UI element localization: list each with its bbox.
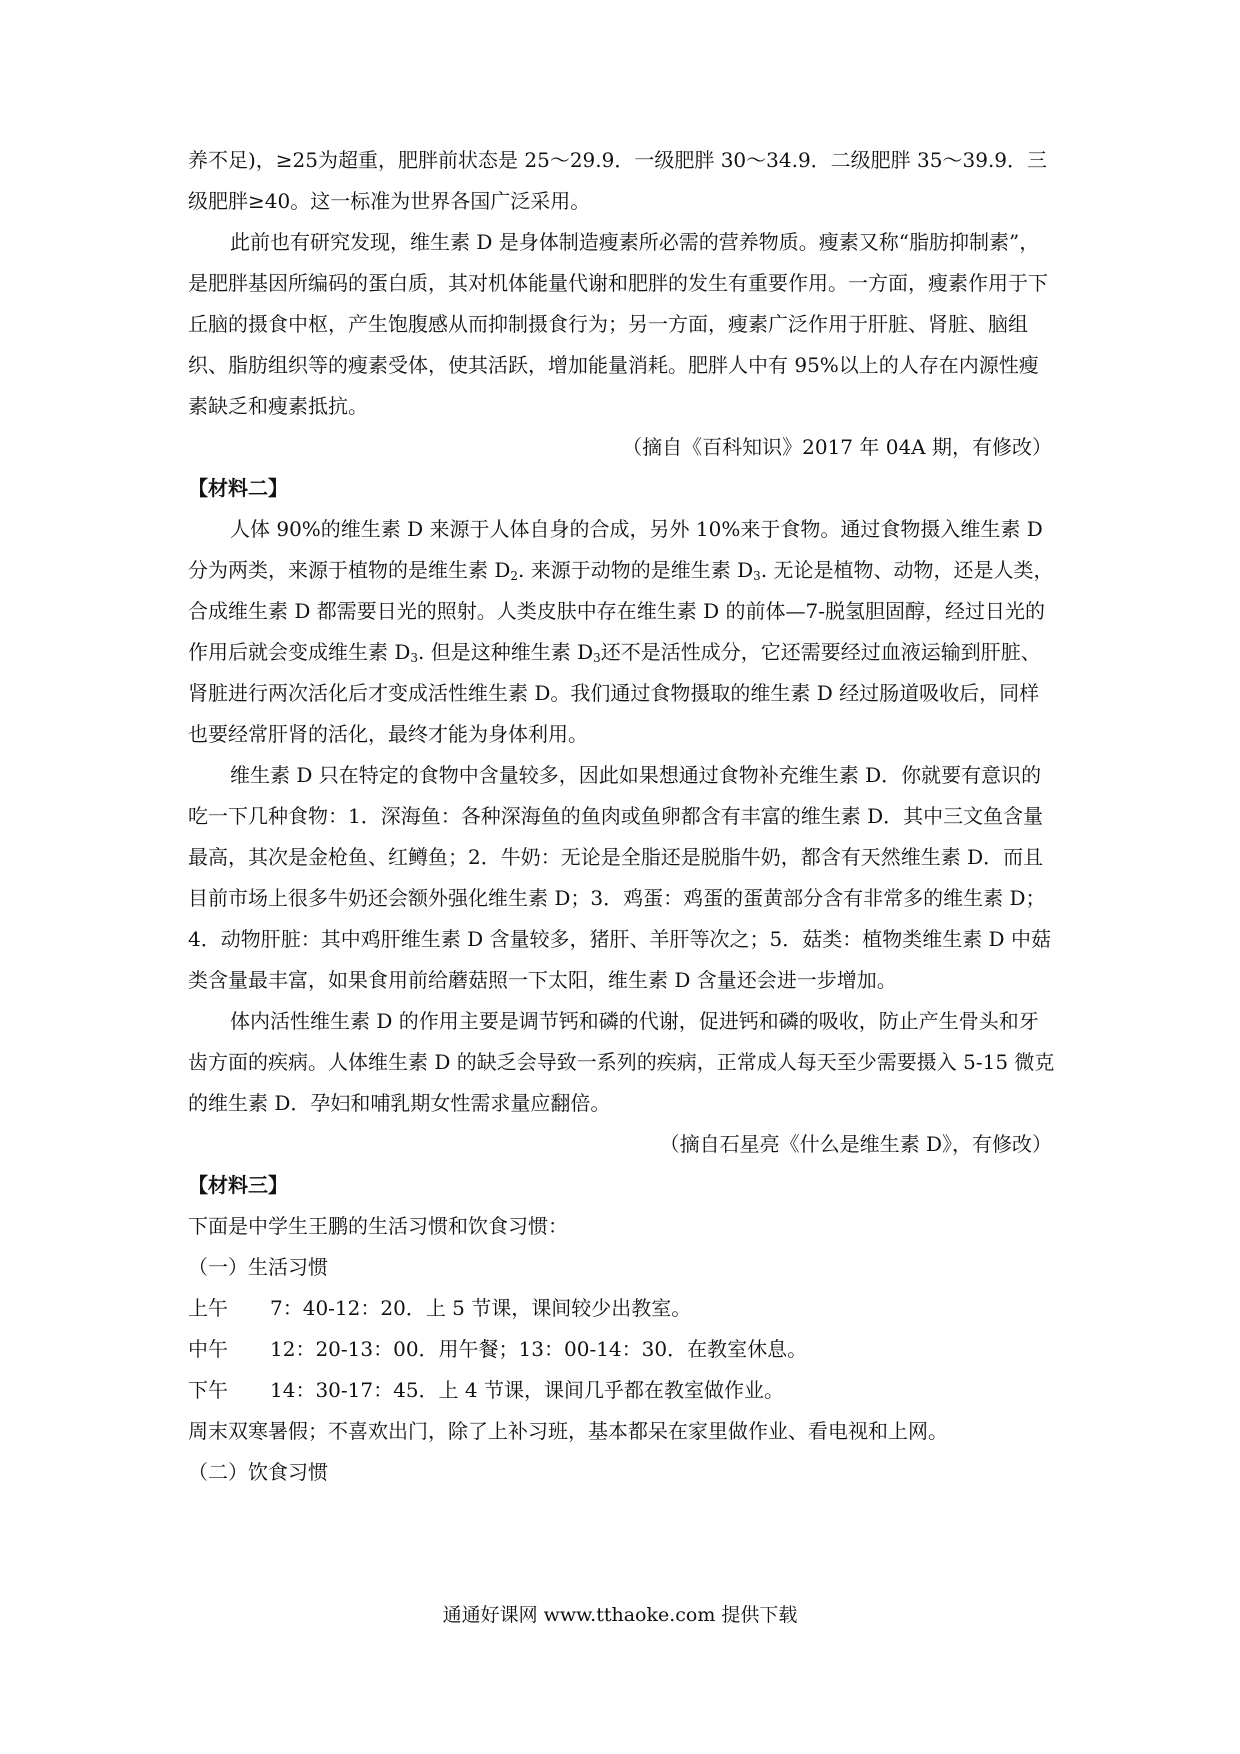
schedule-period: 上午 — [188, 1296, 228, 1320]
schedule-period: 下午 — [188, 1378, 228, 1402]
material3-section-1-title: （一）生活习惯 — [188, 1255, 328, 1279]
weekend-habits: 周末双寒暑假；不喜欢出门，除了上补习班，基本都呆在家里做作业、看电视和上网。 — [188, 1419, 948, 1443]
document-body — [188, 140, 1058, 1493]
material3-heading: 【材料三】 — [188, 1173, 288, 1197]
material2-source: （摘自石星亮《什么是维生素 D》，有修改） — [659, 1132, 1052, 1156]
schedule-period: 中午 — [188, 1337, 228, 1361]
material2-paragraph-2: 维生素 D 只在特定的食物中含量较多，因此如果想通过食物补充维生素 D．你就要有意识的吃一下几种食物：1．深海鱼：各种深海鱼的鱼肉或鱼卵都含有丰富的维生素 D．其中三文鱼含量最高，其次是金枪鱼、红鳟鱼；2．牛奶：无论是全脂还是脱脂牛奶，都含有天然维生素 D．而且目前市场上很多牛奶还会额外强化维生素 D；3．鸡蛋：鸡蛋的蛋黄部分含有非常多的维生素 D；4．动物肝脏：其中鸡肝维生素 D 含量较多，猪肝、羊肝等次之；5．菇类：植物类维生素 D 中菇类含量最丰富，如果食用前给蘑菇照一下太阳，维生素 D 含量还会进一步增加。 — [188, 763, 1051, 992]
schedule-text: 7：40-12：20．上 5 节课，课间较少出教室。 — [270, 1296, 692, 1320]
material1-paragraph-1: 养不足)，≥25为超重，肥胖前状态是 25～29.9．一级肥胖 30～34.9．二级肥胖 35～39.9．三级肥胖≥40。这一标准为世界各国广泛采用。 — [188, 148, 1048, 213]
material1-paragraph-2: 此前也有研究发现，维生素 D 是身体制造瘦素所必需的营养物质。瘦素又称“脂肪抑制素”，是肥胖基因所编码的蛋白质，其对机体能量代谢和肥胖的发生有重要作用。一方面，瘦素作用于下丘脑的摄食中枢，产生饱腹感从而抑制摄食行为；另一方面，瘦素广泛作用于肝脏、肾脏、脑组织、脂肪组织等的瘦素受体，使其活跃，增加能量消耗。肥胖人中有 95%以上的人存在内源性瘦素缺乏和瘦素抵抗。 — [188, 230, 1048, 418]
material3-intro: 下面是中学生王鹏的生活习惯和饮食习惯： — [188, 1214, 568, 1238]
material2-paragraph-1: 人体 90%的维生素 D 来源于人体自身的合成，另外 10%来于食物。通过食物摄入维生素 D 分为两类，来源于植物的是维生素 $D_2$. 来源于动物的是维生素 $D_3$. 无论是植物、动物，还是人类，合成维生素 D 都需要日光的照射。人类皮肤中存在维生素 D 的前体—7-脱氢胆固醇，经过日光的作用后就会变成维生素 $D_3$. 但是这种维生素 $D_3$还不是活性成分，它还需要经过血液运输到肝脏、肾脏进行两次活化后才变成活性维生素 D。我们通过食物摄取的维生素 D 经过肠道吸收后，同样也要经常肝肾的活化，最终才能为身体利用。 — [188, 517, 1054, 746]
schedule-text: 14：30-17：45．上 4 节课，课间几乎都在教室做作业。 — [270, 1378, 784, 1402]
material3-section-2-title: （二）饮食习惯 — [188, 1460, 328, 1484]
schedule-text: 12：20-13：00．用午餐；13：00-14：30．在教室休息。 — [270, 1337, 808, 1361]
material2-heading: 【材料二】 — [188, 476, 288, 500]
schedule-row-afternoon — [188, 1370, 1058, 1411]
schedule-row-noon — [188, 1329, 1058, 1370]
material1-source: （摘自《百科知识》2017 年 04A 期，有修改） — [622, 435, 1052, 459]
material2-paragraph-3: 体内活性维生素 D 的作用主要是调节钙和磷的代谢，促进钙和磷的吸收，防止产生骨头和牙齿方面的疾病。人体维生素 D 的缺乏会导致一系列的疾病，正常成人每天至少需要摄入 5-15 微克的维生素 D．孕妇和哺乳期女性需求量应翻倍。 — [188, 1009, 1055, 1115]
page-footer: 通通好课网 www.tthaoke.com 提供下载 — [442, 1604, 798, 1626]
schedule-row-morning — [188, 1288, 1058, 1329]
